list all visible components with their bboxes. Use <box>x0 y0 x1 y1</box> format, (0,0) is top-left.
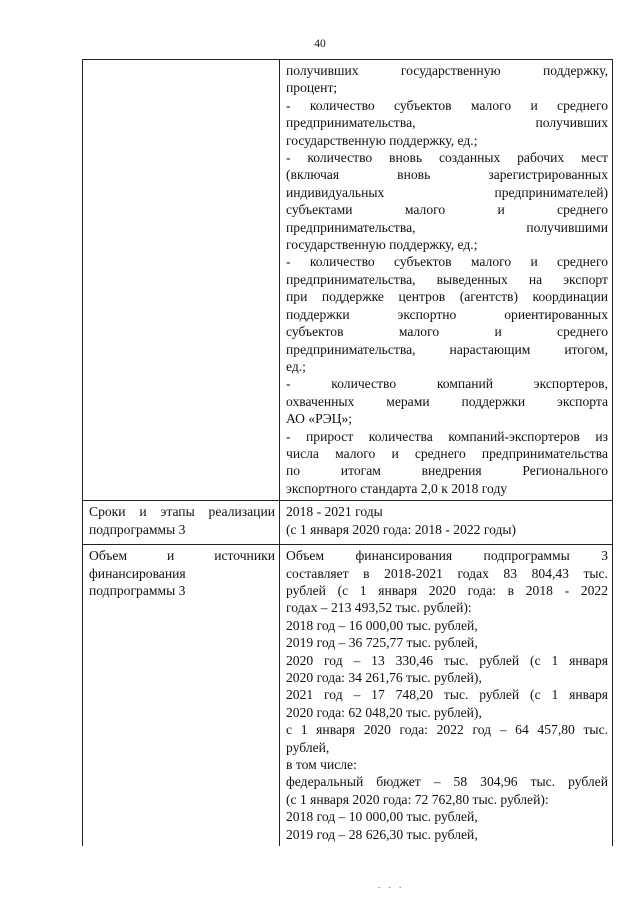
text-line: процент; <box>286 80 338 96</box>
row-content-cell <box>280 545 613 846</box>
text-line: предпринимательства, получившими <box>286 219 608 235</box>
text-line: при поддержке центров (агентств) координации <box>286 289 608 305</box>
text-line: по итогам внедрения Регионального <box>286 463 608 479</box>
text-line: в том числе: <box>286 757 357 773</box>
text-line: - количество субъектов малого и среднего <box>286 254 608 270</box>
text-line: индивидуальных предпринимателей) <box>286 184 608 200</box>
text-line: 2020 года: 62 048,20 тыс. рублей), <box>286 704 482 720</box>
text-line: Объем финансирования подпрограммы 3 <box>286 548 608 564</box>
text-line: - количество субъектов малого и среднего <box>286 97 608 113</box>
text-line: получивших государственную поддержку, <box>286 63 608 78</box>
text-line: 2020 год – 13 330,46 тыс. рублей (с 1 января <box>286 652 608 668</box>
scan-artifact: . . . <box>378 880 405 890</box>
row-label-cell <box>83 60 280 501</box>
text-line: государственную поддержку, ед.; <box>286 237 478 253</box>
text-line: с 1 января 2020 года: 2022 год – 64 457,80 тыс. <box>286 722 608 738</box>
row-label-cell <box>83 501 280 545</box>
text-line: охваченных мерами поддержки экспорта <box>286 393 608 409</box>
text-line: федеральный бюджет – 58 304,96 тыс. рублей <box>286 774 608 790</box>
table-row-financing <box>83 545 613 846</box>
text-line: составляет в 2018-2021 годах 83 804,43 тыс. <box>286 565 608 581</box>
text-line: 2018 год – 16 000,00 тыс. рублей, <box>286 617 478 633</box>
label-line: подпрограммы 3 <box>89 582 186 598</box>
row-content-cell <box>280 501 613 545</box>
text-line: рублей, <box>286 739 330 755</box>
text-line: предпринимательства, получивших <box>286 115 608 131</box>
row-label-cell <box>83 545 280 846</box>
text-line: 2019 год – 28 626,30 тыс. рублей, <box>286 826 478 842</box>
text-line: (с 1 января 2020 года: 2018 - 2022 годы) <box>286 521 517 537</box>
text-line: субъектами малого и среднего <box>286 202 608 218</box>
text-line: субъектов малого и среднего <box>286 324 608 340</box>
text-line: АО «РЭЦ»; <box>286 411 353 427</box>
label-line: Объем и источники <box>89 548 275 564</box>
text-line: экспортного стандарта 2,0 к 2018 году <box>286 480 508 496</box>
text-line: государственную поддержку, ед.; <box>286 132 478 148</box>
text-line: числа малого и среднего предпринимательства <box>286 445 608 461</box>
label-line: подпрограммы 3 <box>89 521 186 537</box>
text-line: (с 1 января 2020 года: 72 762,80 тыс. рублей): <box>286 791 549 807</box>
text-line: ед.; <box>286 358 306 374</box>
text-line: 2019 год – 36 725,77 тыс. рублей, <box>286 635 478 651</box>
text-line: предпринимательства, выведенных на экспорт <box>286 271 608 287</box>
text-line: (включая вновь зарегистрированных <box>286 167 608 183</box>
text-line: - количество вновь созданных рабочих мест <box>286 150 608 166</box>
page-number: 40 <box>314 38 326 50</box>
text-line: годах – 213 493,52 тыс. рублей): <box>286 600 472 616</box>
text-line: 2020 года: 34 261,76 тыс. рублей), <box>286 670 482 685</box>
text-line: - количество компаний экспортеров, <box>286 376 608 392</box>
table-row-indicators <box>83 60 613 501</box>
table-row-timeline <box>83 501 613 545</box>
label-line: Сроки и этапы реализации <box>89 504 275 520</box>
text-line: рублей (с 1 января 2020 года: в 2018 - 2022 <box>286 582 608 598</box>
row-content-cell <box>280 60 613 501</box>
passport-table <box>82 59 613 846</box>
text-line: предпринимательства, нарастающим итогом, <box>286 341 608 357</box>
text-line: - прирост количества компаний-экспортеров из <box>286 428 608 444</box>
text-line: 2021 год – 17 748,20 тыс. рублей (с 1 января <box>286 687 608 703</box>
label-line: финансирования <box>89 565 186 581</box>
text-line: 2018 год – 10 000,00 тыс. рублей, <box>286 809 478 825</box>
text-line: 2018 - 2021 годы <box>286 504 383 520</box>
text-line: поддержки экспортно ориентированных <box>286 306 608 322</box>
